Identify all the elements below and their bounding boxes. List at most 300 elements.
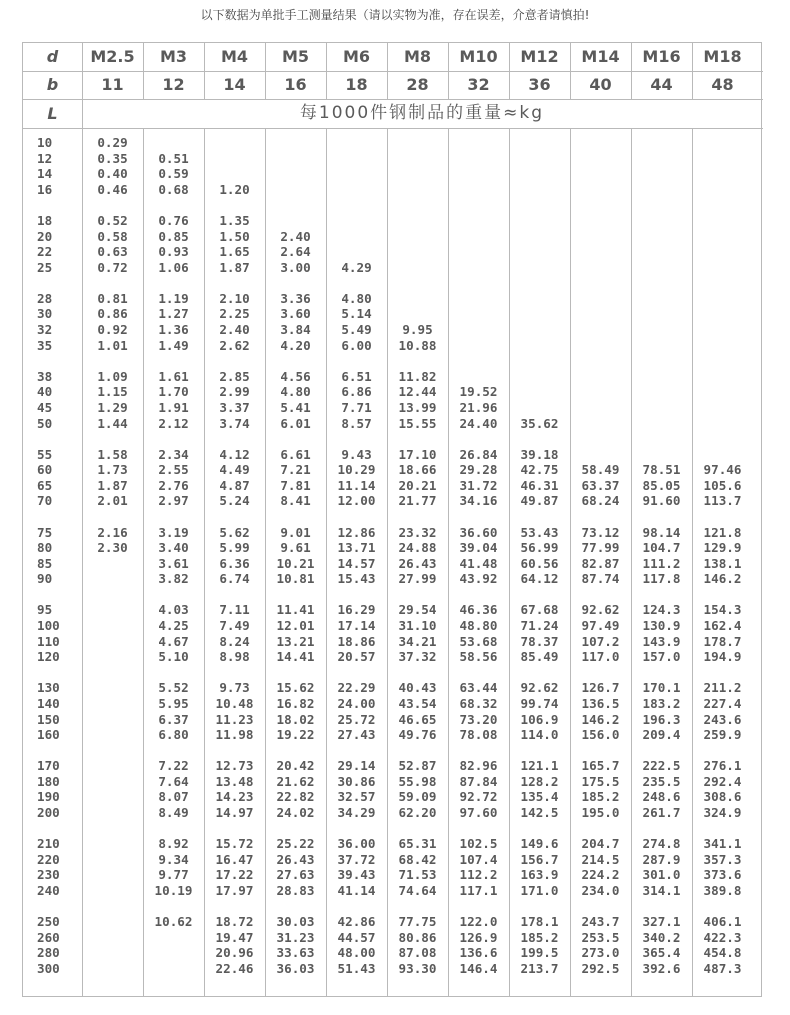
weight-cell: 56.99 (520, 540, 559, 556)
weight-cell: 98.14 (642, 524, 681, 540)
size-header-m14: M14 (581, 47, 620, 66)
weight-cell: 29.14 (337, 758, 376, 774)
weight-cell: 2.30 (97, 540, 128, 556)
weight-cell: 14.41 (276, 649, 315, 665)
weight-cell: 276.1 (703, 758, 742, 774)
weight-cell: 8.57 (341, 415, 372, 431)
weight-cell: 1.50 (219, 228, 250, 244)
weight-cell: 1.65 (219, 244, 250, 260)
weight-cell: 128.2 (520, 773, 559, 789)
weight-cell: 19.47 (215, 929, 254, 945)
weight-cell: 78.08 (459, 727, 498, 743)
weight-cell: 20.42 (276, 758, 315, 774)
weight-cell: 2.10 (219, 290, 250, 306)
row-divider (23, 128, 763, 129)
weight-cell: 20.57 (337, 649, 376, 665)
weight-cell: 26.84 (459, 446, 498, 462)
weight-cell: 20.21 (398, 477, 437, 493)
weight-cell: 9.61 (280, 540, 311, 556)
weight-cell: 3.40 (158, 540, 189, 556)
weight-cell: 373.6 (703, 867, 742, 883)
weight-cell: 93.30 (398, 960, 437, 976)
weight-cell: 24.00 (337, 695, 376, 711)
weight-cell: 406.1 (703, 914, 742, 929)
weight-cell: 21.96 (459, 399, 498, 415)
weight-cell: 92.62 (581, 602, 620, 618)
weight-cell: 49.87 (520, 493, 559, 509)
weight-cell: 27.43 (337, 727, 376, 743)
length-value: 18 (37, 212, 53, 228)
weight-cell: 117.0 (581, 649, 620, 665)
b-value: 12 (162, 75, 185, 94)
weight-cell: 0.93 (158, 244, 189, 260)
weight-cell: 13.21 (276, 633, 315, 649)
weight-cell: 146.2 (581, 711, 620, 727)
weight-cell: 156.7 (520, 851, 559, 867)
size-header-m3: M3 (159, 47, 188, 66)
weight-cell: 51.43 (337, 960, 376, 976)
weight-cell: 259.9 (703, 727, 742, 743)
length-value: 220 (37, 851, 60, 867)
length-value: 32 (37, 322, 53, 337)
weight-cell: 19.52 (459, 384, 498, 400)
weight-cell: 107.4 (459, 851, 498, 867)
length-value: 22 (37, 244, 53, 260)
weight-cell: 9.01 (280, 524, 311, 540)
weight-cell: 2.01 (97, 493, 128, 509)
weight-cell: 5.41 (280, 399, 311, 415)
length-value: 65 (37, 477, 53, 493)
weight-cell: 1.29 (97, 399, 128, 415)
weight-cell: 126.9 (459, 929, 498, 945)
weight-cell: 32.57 (337, 789, 376, 805)
weight-cell: 146.2 (703, 571, 742, 587)
weight-cell: 178.7 (703, 633, 742, 649)
b-value: 16 (284, 75, 307, 94)
weight-cell: 170.1 (642, 680, 681, 696)
weight-cell: 55.98 (398, 773, 437, 789)
weight-cell: 77.99 (581, 540, 620, 556)
weight-cell: 0.86 (97, 306, 128, 322)
weight-cell: 3.82 (158, 571, 189, 587)
length-value: 20 (37, 228, 53, 244)
weight-cell: 12.00 (337, 493, 376, 509)
weight-cell: 77.75 (398, 914, 437, 929)
weight-cell: 10.88 (398, 337, 437, 353)
weight-cell: 10.21 (276, 555, 315, 571)
weight-cell: 8.24 (219, 633, 250, 649)
weight-cell: 15.55 (398, 415, 437, 431)
weight-cell: 1.87 (219, 259, 250, 275)
weight-cell: 53.43 (520, 524, 559, 540)
weight-cell: 2.55 (158, 462, 189, 478)
weight-cell: 195.0 (581, 805, 620, 820)
weight-cell: 91.60 (642, 493, 681, 509)
weight-cell: 261.7 (642, 805, 681, 820)
weight-cell: 67.68 (520, 602, 559, 618)
weight-cell: 121.8 (703, 524, 742, 540)
weight-cell: 0.40 (97, 166, 128, 182)
weight-cell: 4.29 (341, 259, 372, 275)
weight-cell: 243.6 (703, 711, 742, 727)
weight-cell: 12.86 (337, 524, 376, 540)
weight-cell: 487.3 (703, 960, 742, 976)
weight-cell: 3.84 (280, 322, 311, 337)
length-value: 110 (37, 633, 60, 649)
weight-cell: 211.2 (703, 680, 742, 696)
weight-cell: 292.5 (581, 960, 620, 976)
weight-cell: 0.51 (158, 150, 189, 166)
weight-cell: 52.87 (398, 758, 437, 774)
weight-cell: 0.76 (158, 212, 189, 228)
weight-cell: 29.54 (398, 602, 437, 618)
weight-cell: 6.86 (341, 384, 372, 400)
weight-cell: 122.0 (459, 914, 498, 929)
weight-cell: 24.88 (398, 540, 437, 556)
weight-cell: 36.03 (276, 960, 315, 976)
weight-cell: 36.00 (337, 836, 376, 852)
weight-cell: 5.49 (341, 322, 372, 337)
weight-cell: 31.72 (459, 477, 498, 493)
weight-cell: 41.14 (337, 882, 376, 898)
size-header-m16: M16 (642, 47, 681, 66)
weight-cell: 130.9 (642, 618, 681, 633)
length-value: 100 (37, 618, 60, 633)
weight-cell: 1.91 (158, 399, 189, 415)
weight-cell: 124.3 (642, 602, 681, 618)
weight-cell: 11.82 (398, 368, 437, 384)
length-value: 90 (37, 571, 53, 587)
weight-cell: 10.81 (276, 571, 315, 587)
weight-cell: 1.49 (158, 337, 189, 353)
length-value: 150 (37, 711, 60, 727)
weight-cell: 68.32 (459, 695, 498, 711)
length-value: 120 (37, 649, 60, 665)
weight-cell: 135.4 (520, 789, 559, 805)
weight-cell: 273.0 (581, 945, 620, 961)
length-value: 70 (37, 493, 53, 509)
weight-cell: 4.56 (280, 368, 311, 384)
length-value: 180 (37, 773, 60, 789)
weight-cell: 17.14 (337, 618, 376, 633)
weight-cell: 12.01 (276, 618, 315, 633)
weight-cell: 156.0 (581, 727, 620, 743)
weight-cell: 28.83 (276, 882, 315, 898)
length-value: 16 (37, 181, 53, 197)
weight-cell: 340.2 (642, 929, 681, 945)
length-value: 38 (37, 368, 53, 384)
weight-cell: 20.96 (215, 945, 254, 961)
weight-cell: 9.95 (402, 322, 433, 337)
weight-cell: 185.2 (520, 929, 559, 945)
weight-cell: 11.23 (215, 711, 254, 727)
weight-cell: 35.62 (520, 415, 559, 431)
weight-cell: 1.06 (158, 259, 189, 275)
weight-cell: 2.34 (158, 446, 189, 462)
d-label: d (46, 47, 59, 66)
weight-cell: 1.27 (158, 306, 189, 322)
weight-cell: 1.61 (158, 368, 189, 384)
weight-cell: 0.63 (97, 244, 128, 260)
weight-cell: 74.64 (398, 882, 437, 898)
weight-cell: 97.60 (459, 805, 498, 820)
length-value: 160 (37, 727, 60, 743)
weight-cell: 85.49 (520, 649, 559, 665)
length-value: 55 (37, 446, 53, 462)
weight-cell: 3.00 (280, 259, 311, 275)
weight-cell: 0.52 (97, 212, 128, 228)
weight-cell: 87.74 (581, 571, 620, 587)
unit-banner: 每1000件钢制品的重量≈kg (299, 103, 545, 123)
size-header-m10: M10 (459, 47, 498, 66)
weight-cell: 1.15 (97, 384, 128, 400)
b-value: 40 (589, 75, 612, 94)
weight-cell: 17.97 (215, 882, 254, 898)
weight-cell: 308.6 (703, 789, 742, 805)
weight-cell: 1.19 (158, 290, 189, 306)
weight-cell: 5.14 (341, 306, 372, 322)
weight-cell: 5.52 (158, 680, 189, 696)
weight-cell: 22.82 (276, 789, 315, 805)
weight-cell: 18.72 (215, 914, 254, 929)
weight-cell: 389.8 (703, 882, 742, 898)
weight-cell: 2.16 (97, 524, 128, 540)
weight-cell: 5.95 (158, 695, 189, 711)
weight-cell: 92.72 (459, 789, 498, 805)
weight-cell: 114.0 (520, 727, 559, 743)
weight-cell: 2.85 (219, 368, 250, 384)
weight-cell: 324.9 (703, 805, 742, 820)
weight-cell: 235.5 (642, 773, 681, 789)
weight-cell: 4.12 (219, 446, 250, 462)
weight-cell: 1.36 (158, 322, 189, 337)
weight-cell: 7.22 (158, 758, 189, 774)
weight-cell: 1.73 (97, 462, 128, 478)
weight-cell: 6.00 (341, 337, 372, 353)
b-value: 36 (528, 75, 551, 94)
weight-cell: 34.16 (459, 493, 498, 509)
weight-cell: 138.1 (703, 555, 742, 571)
weight-cell: 0.59 (158, 166, 189, 182)
weight-cell: 1.35 (219, 212, 250, 228)
weight-cell: 7.21 (280, 462, 311, 478)
weight-cell: 46.65 (398, 711, 437, 727)
length-value: 140 (37, 695, 60, 711)
weight-cell: 2.40 (280, 228, 311, 244)
weight-cell: 314.1 (642, 882, 681, 898)
weight-cell: 65.31 (398, 836, 437, 852)
weight-cell: 213.7 (520, 960, 559, 976)
weight-cell: 24.40 (459, 415, 498, 431)
size-header-m18: M18 (703, 47, 742, 66)
weight-cell: 163.9 (520, 867, 559, 883)
b-value: 14 (223, 75, 246, 94)
weight-cell: 11.41 (276, 602, 315, 618)
length-value: 260 (37, 929, 60, 945)
weight-cell: 68.42 (398, 851, 437, 867)
weight-cell: 365.4 (642, 945, 681, 961)
weight-cell: 8.49 (158, 805, 189, 820)
weight-cell: 37.72 (337, 851, 376, 867)
weight-cell: 22.46 (215, 960, 254, 976)
weight-cell: 422.3 (703, 929, 742, 945)
weight-cell: 292.4 (703, 773, 742, 789)
weight-cell: 4.20 (280, 337, 311, 353)
length-value: 14 (37, 166, 53, 182)
b-value: 44 (650, 75, 673, 94)
weight-cell: 4.80 (280, 384, 311, 400)
weight-cell: 1.44 (97, 415, 128, 431)
weight-cell: 36.60 (459, 524, 498, 540)
length-value: 60 (37, 462, 53, 478)
weight-cell: 14.57 (337, 555, 376, 571)
weight-cell: 154.3 (703, 602, 742, 618)
weight-cell: 126.7 (581, 680, 620, 696)
weight-cell: 175.5 (581, 773, 620, 789)
b-value: 18 (345, 75, 368, 94)
weight-cell: 12.73 (215, 758, 254, 774)
weight-cell: 146.4 (459, 960, 498, 976)
l-label: L (47, 104, 58, 123)
weight-cell: 8.41 (280, 493, 311, 509)
weight-cell: 78.37 (520, 633, 559, 649)
weight-cell: 23.32 (398, 524, 437, 540)
weight-cell: 1.20 (219, 181, 250, 197)
b-label: b (46, 75, 59, 94)
weight-cell: 117.1 (459, 882, 498, 898)
weight-cell: 3.19 (158, 524, 189, 540)
weight-cell: 21.62 (276, 773, 315, 789)
weight-cell: 25.22 (276, 836, 315, 852)
weight-cell: 10.62 (154, 914, 193, 929)
weight-cell: 5.99 (219, 540, 250, 556)
length-value: 25 (37, 259, 53, 275)
weight-cell: 243.7 (581, 914, 620, 929)
weight-cell: 105.6 (703, 477, 742, 493)
weight-cell: 0.85 (158, 228, 189, 244)
weight-cell: 11.98 (215, 727, 254, 743)
weight-cell: 16.29 (337, 602, 376, 618)
weight-cell: 8.07 (158, 789, 189, 805)
weight-cell: 7.71 (341, 399, 372, 415)
weight-cell: 454.8 (703, 945, 742, 961)
weight-cell: 39.43 (337, 867, 376, 883)
weight-cell: 99.74 (520, 695, 559, 711)
weight-cell: 209.4 (642, 727, 681, 743)
weight-cell: 7.49 (219, 618, 250, 633)
size-header-m2-5: M2.5 (90, 47, 135, 66)
length-value: 75 (37, 524, 53, 540)
weight-cell: 165.7 (581, 758, 620, 774)
weight-cell: 6.36 (219, 555, 250, 571)
weight-cell: 1.70 (158, 384, 189, 400)
weight-cell: 10.29 (337, 462, 376, 478)
weight-cell: 21.77 (398, 493, 437, 509)
disclaimer-note: 以下数据为单批手工测量结果（请以实物为准，存在误差，介意者请慎拍! (200, 8, 590, 22)
weight-cell: 253.5 (581, 929, 620, 945)
weight-cell: 2.62 (219, 337, 250, 353)
length-value: 85 (37, 555, 53, 571)
weight-cell: 13.71 (337, 540, 376, 556)
weight-cell: 112.2 (459, 867, 498, 883)
weight-cell: 22.29 (337, 680, 376, 696)
weight-cell: 6.61 (280, 446, 311, 462)
weight-cell: 63.44 (459, 680, 498, 696)
length-value: 40 (37, 384, 53, 400)
weight-cell: 64.12 (520, 571, 559, 587)
weight-cell: 204.7 (581, 836, 620, 852)
weight-cell: 97.49 (581, 618, 620, 633)
weight-cell: 143.9 (642, 633, 681, 649)
weight-cell: 6.80 (158, 727, 189, 743)
weight-cell: 121.1 (520, 758, 559, 774)
weight-cell: 227.4 (703, 695, 742, 711)
weight-cell: 34.29 (337, 805, 376, 820)
weight-cell: 30.86 (337, 773, 376, 789)
weight-cell: 0.81 (97, 290, 128, 306)
weight-cell: 3.61 (158, 555, 189, 571)
weight-cell: 43.54 (398, 695, 437, 711)
weight-cell: 248.6 (642, 789, 681, 805)
weight-cell: 14.97 (215, 805, 254, 820)
weight-cell: 129.9 (703, 540, 742, 556)
weight-cell: 29.28 (459, 462, 498, 478)
weight-cell: 17.10 (398, 446, 437, 462)
weight-cell: 53.68 (459, 633, 498, 649)
weight-cell: 49.76 (398, 727, 437, 743)
weight-cell: 4.80 (341, 290, 372, 306)
weight-cell: 15.43 (337, 571, 376, 587)
weight-cell: 63.37 (581, 477, 620, 493)
size-header-m12: M12 (520, 47, 559, 66)
weight-cell: 111.2 (642, 555, 681, 571)
weight-cell: 44.57 (337, 929, 376, 945)
weight-cell: 40.43 (398, 680, 437, 696)
weight-cell: 4.67 (158, 633, 189, 649)
weight-cell: 8.92 (158, 836, 189, 852)
weight-cell: 15.62 (276, 680, 315, 696)
size-header-m5: M5 (281, 47, 310, 66)
weight-cell: 1.09 (97, 368, 128, 384)
b-value: 28 (406, 75, 429, 94)
weight-cell: 178.1 (520, 914, 559, 929)
weight-cell: 6.01 (280, 415, 311, 431)
weight-cell: 301.0 (642, 867, 681, 883)
weight-cell: 5.24 (219, 493, 250, 509)
weight-cell: 199.5 (520, 945, 559, 961)
length-value: 28 (37, 290, 53, 306)
length-value: 190 (37, 789, 60, 805)
weight-cell: 136.6 (459, 945, 498, 961)
weight-cell: 14.23 (215, 789, 254, 805)
weight-cell: 5.62 (219, 524, 250, 540)
weight-cell: 39.04 (459, 540, 498, 556)
weight-cell: 46.31 (520, 477, 559, 493)
weight-cell: 0.68 (158, 181, 189, 197)
weight-cell: 4.25 (158, 618, 189, 633)
b-value: 11 (101, 75, 124, 94)
weight-cell: 27.63 (276, 867, 315, 883)
weight-cell: 2.40 (219, 322, 250, 337)
weight-cell: 39.18 (520, 446, 559, 462)
weight-cell: 4.87 (219, 477, 250, 493)
weight-cell: 87.08 (398, 945, 437, 961)
weight-cell: 18.66 (398, 462, 437, 478)
weight-cell: 41.48 (459, 555, 498, 571)
b-value: 32 (467, 75, 490, 94)
length-value: 170 (37, 758, 60, 774)
weight-cell: 7.64 (158, 773, 189, 789)
